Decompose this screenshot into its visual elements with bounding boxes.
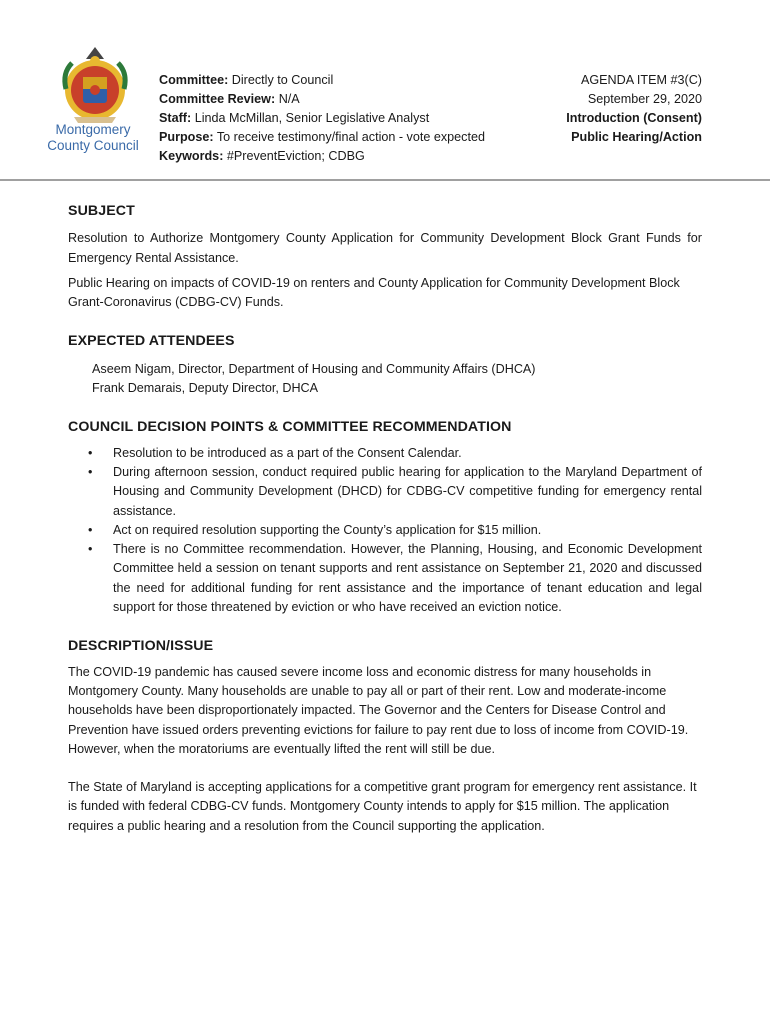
purpose-value: To receive testimony/final action - vote expected <box>216 130 485 144</box>
review-row <box>159 90 485 109</box>
agenda-item: AGENDA ITEM #3(C) <box>580 73 702 87</box>
meeting-meta <box>159 71 485 166</box>
decision-item <box>68 444 702 463</box>
review-value: N/A <box>278 92 300 106</box>
decision-text: During afternoon session, conduct required public hearing for application to the Maryland Department of Housing and Community Development (DHCD) for CDBG-CV competitive funding for emergency rental assistance. <box>113 464 702 518</box>
staff-label: Staff: <box>159 111 192 125</box>
attendees-list <box>68 360 702 399</box>
subject-section <box>68 202 702 312</box>
decision-list <box>68 444 702 618</box>
decision-text: There is no Committee recommendation. However, the Planning, Housing, and Economic Development Committee held a session on tenant supports and rent assistance on September 21, 2020 and discussed the need for additional funding for rent assistance and the importance of tenant education and legal support for those threatened by eviction or who have received an eviction notice. <box>113 542 702 615</box>
decision-item <box>68 540 702 617</box>
header-divider <box>0 179 770 181</box>
agenda-block <box>566 71 702 147</box>
agenda-action: Public Hearing/Action <box>571 130 702 144</box>
document-header <box>0 0 770 182</box>
subject-paragraph-2: Public Hearing on impacts of COVID-19 on renters and County Application for Community Development Block Grant-Coronavirus (CDBG-CV) Funds. <box>68 275 680 310</box>
staff-row <box>159 109 485 128</box>
description-section <box>68 637 702 836</box>
purpose-row <box>159 128 485 147</box>
bullet-icon: • <box>88 522 93 537</box>
committee-row <box>159 71 485 90</box>
purpose-label: Purpose: <box>159 130 214 144</box>
attendee-item: Aseem Nigam, Director, Department of Housing and Community Affairs (DHCA) <box>92 361 536 376</box>
agenda-date: September 29, 2020 <box>587 92 702 106</box>
attendees-section <box>68 332 702 398</box>
committee-value: Directly to Council <box>231 73 334 87</box>
decision-text: Resolution to be introduced as a part of the Consent Calendar. <box>113 445 462 460</box>
council-name-line2: County Council <box>47 138 139 153</box>
keywords-row <box>159 147 485 166</box>
bullet-icon: • <box>88 542 93 557</box>
keywords-label: Keywords: <box>159 149 224 163</box>
bullet-icon: • <box>88 464 93 479</box>
staff-value: Linda McMillan, Senior Legislative Analyst <box>194 111 430 125</box>
description-paragraph-1: The COVID-19 pandemic has caused severe income loss and economic distress for many households in Montgomery County. Many households are unable to pay all or part of their rent. Low and moderate-income households have been disproportionately impacted. The Governor and the Centers for Disease Control and Prevention have issued orders preventing evictions for failure to pay rent due to loss of income from COVID-19. However, when the moratoriums are eventually lifted the rent will still be due. <box>68 664 689 756</box>
decision-text: Act on required resolution supporting the County’s application for $15 million. <box>113 522 542 537</box>
agenda-type: Introduction (Consent) <box>566 111 702 125</box>
council-name <box>40 122 146 154</box>
committee-label: Committee: <box>159 73 229 87</box>
council-name-line1: Montgomery <box>55 122 131 137</box>
description-heading: DESCRIPTION/ISSUE <box>68 638 214 655</box>
county-seal-logo <box>56 43 134 125</box>
decision-item <box>68 521 702 540</box>
subject-paragraph-1: Resolution to Authorize Montgomery County Application for Community Development Block Grant Funds for Emergency Rental Assistance. <box>68 231 702 265</box>
bullet-icon: • <box>88 445 93 460</box>
description-paragraph-2: The State of Maryland is accepting applications for a competitive grant program for emergency rent assistance. It is funded with federal CDBG-CV funds. Montgomery County intends to apply for $15 million. The application requires a public hearing and a resolution from the Council supporting the application. <box>68 780 697 833</box>
attendees-heading: EXPECTED ATTENDEES <box>68 333 235 350</box>
attendee-item: Frank Demarais, Deputy Director, DHCA <box>92 381 319 396</box>
subject-heading: SUBJECT <box>68 203 135 219</box>
decision-heading: COUNCIL DECISION POINTS & COMMITTEE RECOMMENDATION <box>68 419 512 436</box>
review-label: Committee Review: <box>159 92 276 106</box>
decision-section <box>68 418 702 617</box>
keywords-value: #PreventEviction; CDBG <box>226 149 365 163</box>
document-body <box>68 202 702 836</box>
decision-item <box>68 463 702 521</box>
